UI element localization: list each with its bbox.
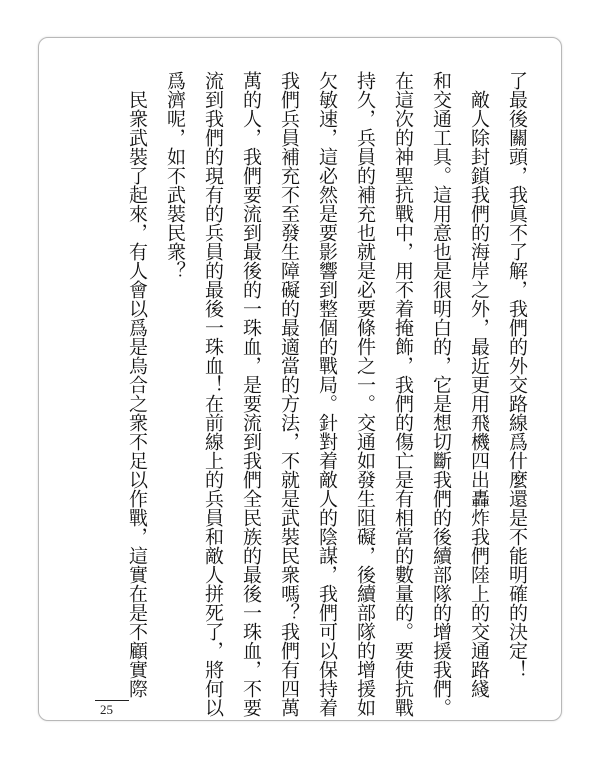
text-column-1: 了最後關頭，我眞不了解，我們的外交路線爲什麼還是不能明確的決定！ <box>506 71 528 679</box>
text-column-6: 欠敏速，這必然是要影響到整個的戰局。針對着敵人的陰謀，我們可以保持着 <box>316 71 338 717</box>
text-column-3: 和交通工具。這用意也是很明白的，它是想切斷我們的後續部隊的增援我們。 <box>430 71 452 717</box>
book-page <box>38 37 562 721</box>
page-number-rule <box>95 700 129 701</box>
text-column-7: 我們兵員補充不至發生障礙的最適當的方法，不就是武裝民衆嗎？我們有四萬 <box>278 71 300 717</box>
text-column-11: 民衆武裝了起來，有人會以爲是烏合之衆不足以作戰，這實在是不顧實際 <box>126 71 148 698</box>
text-column-8: 萬的人，我們要流到最後的一珠血，是要流到我們全民族的最後一珠血，不要 <box>240 71 262 717</box>
page-number: 25 <box>100 702 113 717</box>
text-column-5: 持久，兵員的補充也就是必要條件之一。交通如發生阻礙，後續部隊的增援如 <box>354 71 376 717</box>
text-column-9: 流到我們的現有的兵員的最後一珠血！在前線上的兵員和敵人拼死了，將何以 <box>202 71 224 717</box>
text-column-2: 敵人除封鎖我們的海岸之外，最近更用飛機四出轟炸我們陸上的交通路綫 <box>468 71 490 698</box>
text-column-10: 爲濟呢，如不武裝民衆？ <box>164 71 186 280</box>
vertical-text-block <box>126 71 528 717</box>
text-column-4: 在這次的神聖抗戰中，用不着掩飾，我們的傷亡是有相當的數量的。要使抗戰 <box>392 71 414 717</box>
